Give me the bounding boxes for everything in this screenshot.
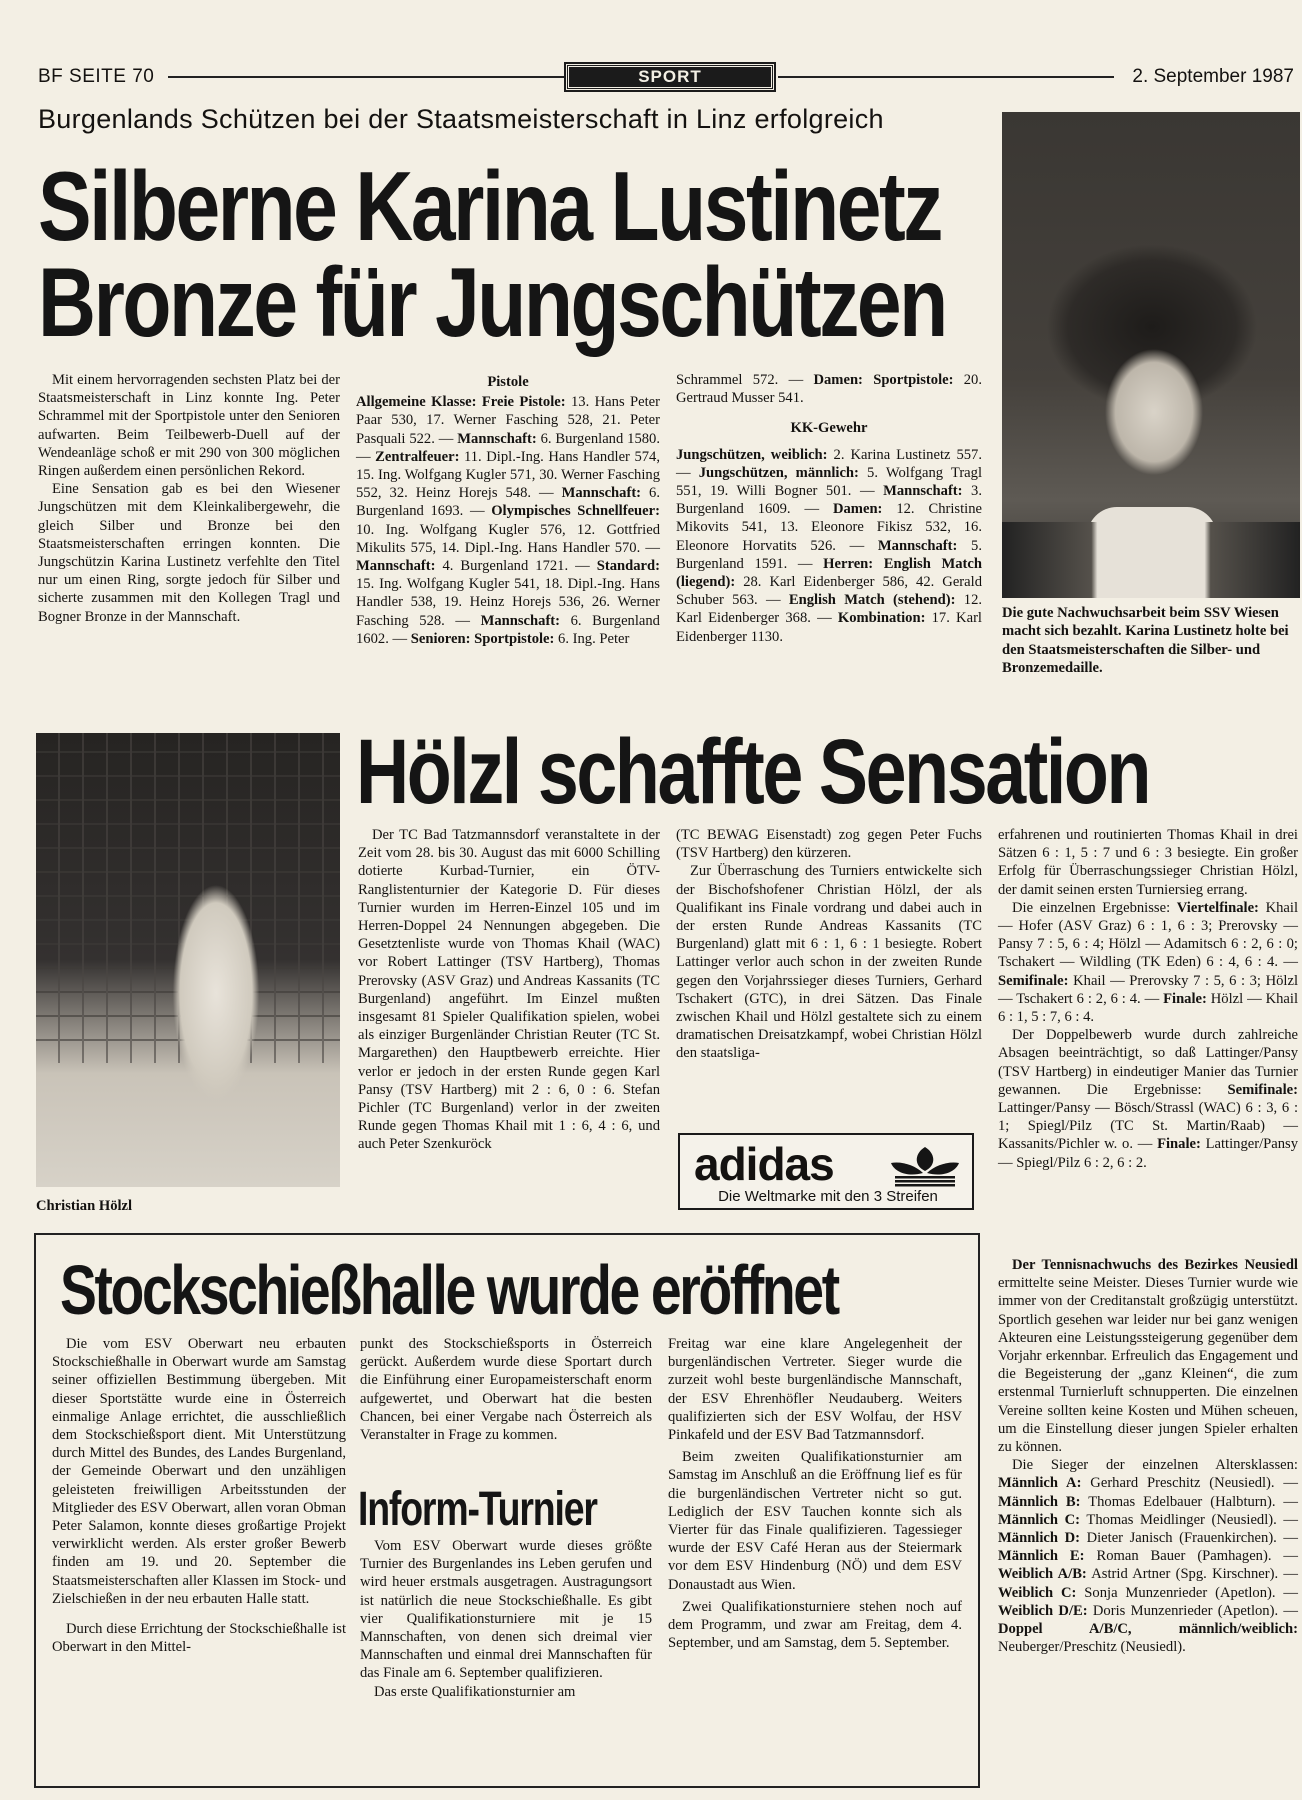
article1-col1-p1: Mit einem hervorragenden sechsten Platz bei der Staatsmeisterschaft in Linz konnte Ing. Peter Schrammel mit der Sportpistole unter den Senioren aufwarten. Beim Teilbewerb-Duell auf der Wendeanläge schoß er mit 290 von 300 möglichen Ringen außerdem einen persönlichen Rekord. <box>38 372 340 480</box>
christian-hoelzl-photo <box>36 733 340 1187</box>
adidas-tagline: Die Weltmarke mit den 3 Streifen <box>718 1188 938 1205</box>
article1-col3 <box>676 371 982 646</box>
article4-p2: Die Sieger der einzelnen Altersklassen: Männlich A: Gerhard Preschitz (Neusiedl). — Männlich B: Thomas Edelbauer (Halbturn). — Männlich C: Thomas Meidlinger (Neusiedl). — Männlich D: Dieter Janisch (Frauenkirchen). — Männlich E: Roman Bauer (Pamhagen). — Weiblich A/B: Astrid Artner (Spg. Kirschner). — Weiblich C: Sonja Munzenrieder (Apetlon). — Weiblich D/E: Doris Munzenrieder (Apetlon). — Doppel A/B/C, männlich/weiblich: Neuberger/Preschitz (Neusiedl). <box>998 1457 1299 1656</box>
article3-col1-p1: Die vom ESV Oberwart neu erbauten Stockschießhalle in Oberwart wurde am Samstag seiner offiziellen Bestimmung übergeben. Mit dieser Sportstätte wurde eine in Österreich einmalige Anlage errichtet, die ausschließlich dem Stockschießsport dient. Mit Unterstützung durch Mittel des Bundes, des Landes Burgenland, der Gemeinde Oberwart und den unzähligen geleisteten freiwilligen Arbeitsstunden der Mitglieder des ESV Oberwart, allen voran Obman Peter Salamon, konnte dieses großartige Projekt verwirklicht werden. Als erster großer Bewerb finden am 19. und 20. September die Staatsmeisterschaften aller Klassen im Stock- und Zielschießen in der neu erbauten Halle statt. <box>52 1336 346 1607</box>
article3-col3 <box>668 1335 962 1652</box>
adidas-trefoil-icon <box>885 1143 965 1187</box>
article3-col1-p2: Durch diese Errichtung der Stockschießhalle ist Oberwart in den Mittel- <box>52 1621 346 1656</box>
article2-col1-p1: Der TC Bad Tatzmannsdorf veranstaltete in der Zeit vom 28. bis 30. August das mit 6000 Schilling dotierte Kurbad-Turnier, ein ÖTV-Ranglistenturnier der Kategorie D. Für dieses Turnier wurden im Herren-Einzel 105 und im Herren-Doppel 24 Nennungen abgegeben. Die Gesetztenliste wurde von Thomas Khail (WAC) vor Robert Lattinger (TSV Hartberg), Thomas Prerovsky (ASV Graz) und Andreas Kassanits (TC Burgenland) angeführt. Im Einzel mußten insgesamt 81 Spieler Qualifikation spielen, wobei als einziger Burgenländer Christian Reuter (TC St. Margarethen) den Hauptbewerb erreichte. Hier verlor er jedoch in der ersten Runde gegen Karl Pansy (TSV Hartberg) mit 2 : 6, 0 : 6. Stefan Pichler (TC Burgenland) verlor in der zweiten Runde gegen Thomas Khail mit 1 : 6, 4 : 6, und auch Peter Szenkuröck <box>358 827 660 1153</box>
article3-col3-p3: Zwei Qualifikationsturniere stehen noch auf dem Programm, und zwar am Freitag, dem 4. September, und am Samstag, dem 5. September. <box>668 1598 962 1652</box>
adidas-wordmark: adidas <box>694 1138 834 1190</box>
article1-col1-p2: Eine Sensation gab es bei den Wiesener Jungschützen mit dem Kleinkalibergewehr, die gleich Silber und Bronze bei den Staatsmeisterschaften erringen konnten. Die Jungschützin Karina Lustinetz verfehlte den Titel nur um einen Ring, sorgte jedoch für Silber und sicherte zusammen mit den Kollegen Tragl und Bogner Bronze in der Mannschaft. <box>38 481 340 625</box>
article1-headline-line1: Silberne Karina Lustinetz <box>38 151 942 261</box>
article2-col3 <box>998 826 1298 1172</box>
karina-lustinetz-photo <box>1002 112 1300 598</box>
article3-headline: Stockschießhalle wurde eröffnet <box>60 1251 838 1329</box>
photo-jacket-shape <box>1002 522 1300 598</box>
article1-col1 <box>38 371 340 626</box>
article2-col2-p2: Zur Überraschung des Turniers entwickelte sich der Bischofshofener Christian Hölzl, der als Qualifikant ins Finale vordrang und dabei auch in der ersten Runde Andreas Kassanits (TC Burgenland) glatt mit 6 : 1, 6 : 1 besiegte. Robert Lattinger verlor auch schon in der zweiten Runde gegen den Vorjahrssieger dieses Turniers, Gerhard Tschakert (GTC), in drei Sätzen. Das Finale zwischen Khail und Hölzl gestaltete sich zu einem dramatischen Dreisatzkampf, wobei Christian Hölzl den staatsliga- <box>676 863 982 1062</box>
article3-col2-p3: Das erste Qualifikationsturnier am <box>374 1683 576 1700</box>
article1-col3-results: Jungschützen, weiblich: 2. Karina Lustinetz 557. — Jungschützen, männlich: 5. Wolfgang Tragl 551, 19. Willi Bogner 501. — Mannschaft: 3. Burgenland 1609. — Damen: 12. Christine Mikovits 541, 13. Eleonore Fikisz 532, 16. Eleonore Horvatits 526. — Mannschaft: 5. Burgenland 1591. — Herren: English Match (liegend): 28. Karl Eidenberger 586, 42. Gerald Schuber 563. — English Match (stehend): 12. Karl Eidenberger 368. — Kombination: 17. Karl Eidenberger 1130. <box>676 446 983 645</box>
article2-col2-p1: (TC BEWAG Eisenstadt) zog gegen Peter Fuchs (TSV Hartberg) den kürzeren. <box>676 827 982 862</box>
article2-col3-p3: Der Doppelbewerb wurde durch zahlreiche Absagen beeinträchtigt, so daß Lattinger/Pansy (TSV Hartberg) in eindeutiger Manier das Turnier gewannen. Die Ergebnisse: Semifinale: Lattinger/Pansy — Bösch/Strassl (WAC) 6 : 3, 6 : 1; Spiegl/Pilz (TC St. Martin/Raab) — Kassanits/Pichler w. o. — Finale: Lattinger/Pansy — Spiegl/Pilz 6 : 2, 6 : 2. <box>998 1027 1299 1171</box>
article1-kk-heading: KK-Gewehr <box>790 420 868 437</box>
article4-p1: Der Tennisnachwuchs des Bezirkes Neusiedl ermittelte seine Meister. Dieses Turnier wurde wie immer von der Creditanstalt großzügig unterstützt. Sportlich gesehen war leider nur bei ganz wenigen Akteuren eine Leistungssteigerung gegenüber dem Vorjahr erkennbar. Erfreulich das Engagement und die Begeisterung der „ganz Kleinen“, die zum erstenmal Turnierluft schnupperten. Die einzelnen Vereine sollten keine Kosten und Mühen scheuen, um die Einstellung dieser jungen Spieler erhalten zu können. <box>998 1257 1298 1456</box>
article2-col3-p1: erfahrenen und routinierten Thomas Khail in drei Sätzen 6 : 1, 5 : 7 und 6 : 3 besiegte. Ein großer Erfolg für Überraschungssieger Christian Hölzl, der damit seinen ersten Turniersieg errang. <box>998 827 1298 898</box>
article2-col2 <box>676 826 982 1063</box>
article3-col3-p2: Beim zweiten Qualifikationsturnier am Samstag im Anschluß an die Eröffnung lief es für die burgenländischen Vertreter nicht so gut. Lediglich der ESV Tauchen konnte sich als Vierter für das Finale qualifizieren. Tagessieger wurde der ESV Café Heran aus der Steiermark vor dem ESV Hindenburg (NÖ) und dem ESV Donaustadt aus Wien. <box>668 1449 962 1593</box>
header-rule-left <box>168 76 564 78</box>
adidas-advertisement <box>678 1133 974 1210</box>
article1-col2-results: Allgemeine Klasse: Freie Pistole: 13. Hans Peter Paar 530, 17. Werner Fasching 528, 21. Peter Pasquali 522. — Mannschaft: 6. Burgenland 1580. — Zentralfeuer: 11. Dipl.-Ing. Hans Handler 574, 15. Ing. Wolfgang Kugler 571, 30. Werner Fasching 552, 32. Heinz Horejs 548. — Mannschaft: 6. Burgenland 1693. — Olympisches Schnellfeuer: 10. Ing. Wolfgang Kugler 576, 12. Gottfried Mikulits 575, 14. Dipl.-Ing. Hans Handler 570. — Mannschaft: 4. Burgenland 1721. — Standard: 15. Ing. Wolfgang Kugler 541, 18. Dipl.-Ing. Hans Handler 538, 19. Heinz Horejs 536, 26. Werner Fasching 528. — Mannschaft: 6. Burgenland 1602. — Senioren: Sportpistole: 6. Ing. Peter <box>356 394 660 647</box>
article2-col1 <box>358 826 660 1154</box>
article3-col3-p1: Freitag war eine klare Angelegenheit der burgenländischen Vertreter. Sieger wurde die zurzeit wohl beste burgenländische Mannschaft, der ESV Ehrenhöfler Neudauberg. Weiters qualifizierten sich der ESV Wolfau, der HSV Pinkafeld und der ESV Bad Tatzmannsdorf. <box>668 1336 962 1444</box>
article2-headline: Hölzl schaffte Sensation <box>356 721 1150 823</box>
article1-pistole-heading: Pistole <box>487 374 529 390</box>
article3-col2 <box>360 1335 652 1444</box>
article1-col3-intro: Schrammel 572. — Damen: Sportpistole: 20. Gertraud Musser 541. <box>676 372 982 407</box>
article3-col1 <box>52 1335 346 1656</box>
article3-col2-p1: punkt des Stockschießsports in Österreich gerückt. Außerdem wurde diese Sportart durch die Einführung einer Europameisterschaft enorm aufgewertet, und Oberwart hat die besten Chancen, bei einer Vergabe nach Österreich als Veranstalter in Frage zu kommen. <box>360 1336 652 1444</box>
page-label: BF SEITE 70 <box>38 66 155 87</box>
issue-date: 2. September 1987 <box>1132 66 1294 87</box>
article1-col2 <box>356 371 660 648</box>
section-label: SPORT <box>566 64 774 90</box>
article2-col3-p2: Die einzelnen Ergebnisse: Viertelfinale: Khail — Hofer (ASV Graz) 6 : 1, 6 : 3; Prerovsky — Pansy 7 : 5, 6 : 4; Hölzl — Adamitsch 6 : 2, 6 : 0; Tschakert — Wildling (TK Eden) 6 : 4, 6 : 4. — Semifinale: Khail — Prerovsky 7 : 5, 6 : 3; Hölzl — Tschakert 6 : 2, 6 : 4. — Finale: Hölzl — Khail 6 : 1, 5 : 7, 6 : 4. <box>998 899 1299 1026</box>
article3-col2b <box>360 1537 652 1701</box>
article1-kicker: Burgenlands Schützen bei der Staatsmeisterschaft in Linz erfolgreich <box>38 104 884 134</box>
hoelzl-photo-caption: Christian Hölzl <box>36 1198 133 1214</box>
karina-photo-caption <box>1002 604 1300 678</box>
photo-player-shape <box>156 843 276 1143</box>
article4-col <box>998 1256 1298 1656</box>
article3-col2-p2: Vom ESV Oberwart wurde dieses größte Turnier des Burgenlandes ins Leben gerufen und wird heuer erstmals ausgetragen. Austragungsort ist natürlich die neue Stockschießhalle. Es gibt vier Qualifikationsturniere mit je 15 Mannschaften, von denen sich dreimal vier Mannschaften und einmal drei Mannschaften für das Finale am 6. September qualifizieren. <box>360 1538 652 1682</box>
article3-subhead: Inform-Turnier <box>358 1483 597 1536</box>
karina-photo-caption-text: Die gute Nachwuchsarbeit beim SSV Wiesen macht sich bezahlt. Karina Lustinetz holte bei den Staatsmeisterschaften die Silber- und Bronzemedaille. <box>1002 605 1289 677</box>
header-rule-right <box>778 76 1114 78</box>
article1-headline-line2: Bronze für Jungschützen <box>38 247 946 357</box>
